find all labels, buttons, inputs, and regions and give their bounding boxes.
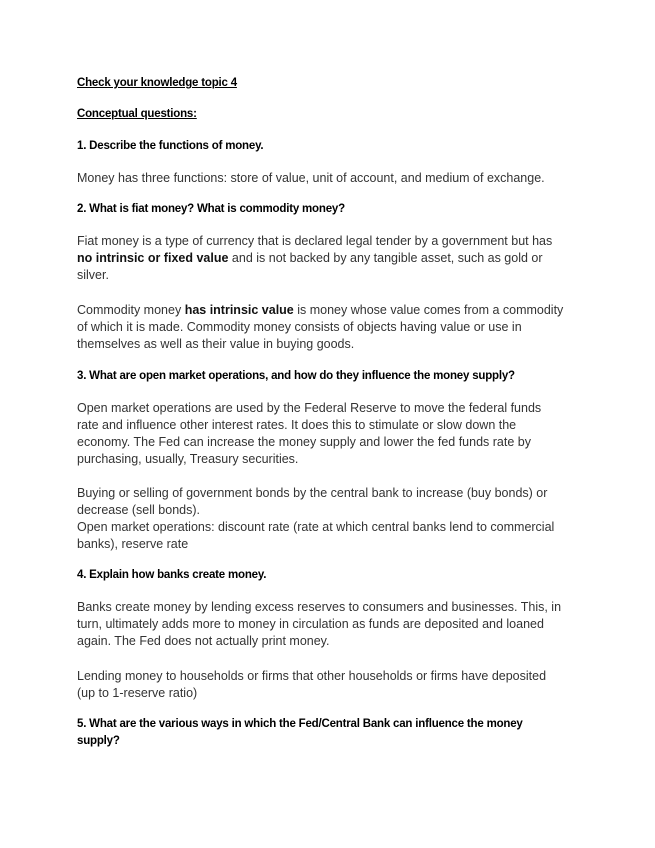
answer-2b-line: of which it is made. Commodity money consists of objects having value or use in [77, 320, 522, 334]
answer-3-line: rate and influence other interest rates. It does this to stimulate or slow down the [77, 418, 517, 432]
answer-2-line: silver. [77, 268, 109, 282]
answer-4-line: turn, ultimately adds more to money in circulation as funds are deposited and loaned [77, 617, 544, 631]
answer-3b-line: Open market operations: discount rate (rate at which central banks lend to commercial [77, 520, 555, 534]
document-title: Check your knowledge topic 4 [77, 77, 237, 89]
answer-4-line: Banks create money by lending excess reserves to consumers and businesses. This, in [77, 600, 562, 614]
answer-3b-line: Buying or selling of government bonds by the central bank to increase (buy bonds) or [77, 486, 548, 500]
answer-1-line: Money has three functions: store of value, unit of account, and medium of exchange. [77, 171, 545, 185]
answer-2-line [77, 250, 543, 267]
answer-2b-text: Commodity money [77, 303, 185, 317]
answer-2b-line [77, 302, 563, 319]
answer-2-text: and is not backed by any tangible asset, such as gold or [228, 251, 543, 265]
answer-3-line: Open market operations are used by the Federal Reserve to move the federal funds [77, 401, 542, 415]
question-5: 5. What are the various ways in which the Fed/Central Bank can influence the money [77, 718, 523, 730]
question-3: 3. What are open market operations, and how do they influence the money supply? [77, 370, 515, 382]
answer-3-line: economy. The Fed can increase the money supply and lower the fed funds rate by [77, 435, 531, 449]
answer-4b-line: Lending money to households or firms that other households or firms have deposited [77, 669, 547, 683]
answer-2-bold: no intrinsic or fixed value [77, 251, 229, 265]
answer-3b-line: decrease (sell bonds). [77, 503, 200, 517]
question-5: supply? [77, 735, 120, 747]
answer-3-line: purchasing, usually, Treasury securities. [77, 452, 299, 466]
answer-2-line: Fiat money is a type of currency that is declared legal tender by a government but has [77, 234, 553, 248]
answer-4b-line: (up to 1-reserve ratio) [77, 686, 198, 700]
question-2: 2. What is fiat money? What is commodity money? [77, 203, 345, 215]
answer-2b-line: themselves as well as their value in buying goods. [77, 337, 355, 351]
answer-4-line: again. The Fed does not actually print money. [77, 634, 330, 648]
answer-3b-line: banks), reserve rate [77, 537, 189, 551]
question-1: 1. Describe the functions of money. [77, 140, 264, 152]
answer-2b-text: is money whose value comes from a commodity [293, 303, 564, 317]
section-heading: Conceptual questions: [77, 108, 197, 120]
answer-2b-bold: has intrinsic value [184, 303, 294, 317]
question-4: 4. Explain how banks create money. [77, 569, 267, 581]
